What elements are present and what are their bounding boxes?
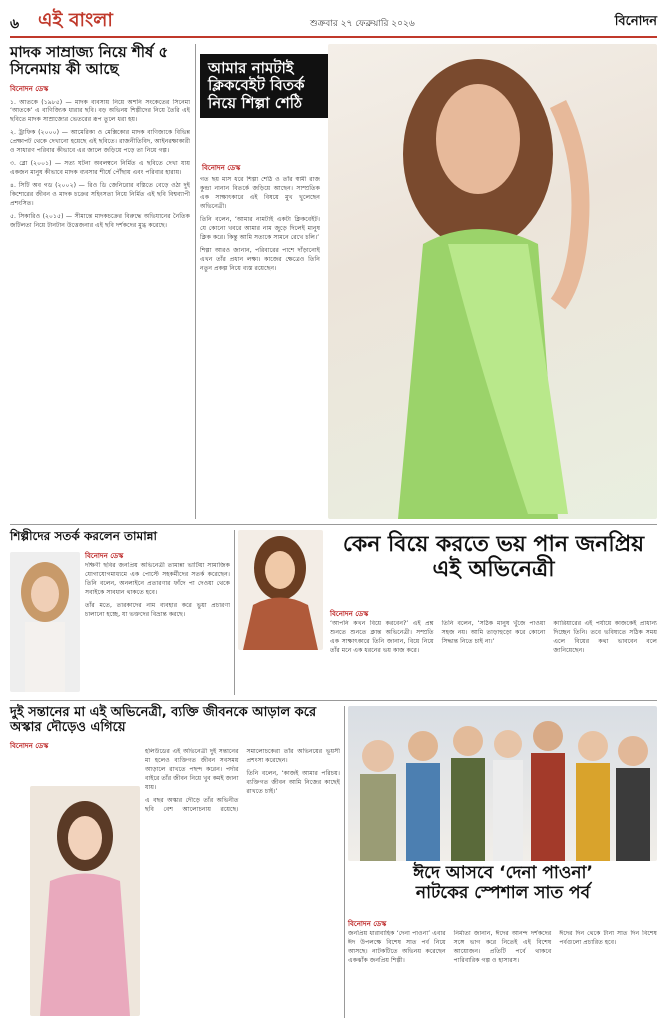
shilpa-photo — [328, 44, 657, 519]
oscar-actress-photo — [30, 786, 140, 1016]
story-tamannaah — [10, 530, 230, 695]
story6-paragraph: ঈদের দিন থেকে টানা সাত দিন বিশেষ পর্বগুলো প্রচারিত হবে। — [559, 930, 657, 946]
story6-headline: ঈদে আসবে ‘দেনা পাওনা’ নাটকের স্পেশাল সাত পর্ব — [413, 863, 593, 903]
story3-body — [85, 562, 230, 692]
story1-paragraph: ২. ট্রাফিক (২০০০) — আমেরিকা ও মেক্সিকোর মাদক বাণিজ্যকে বিভিন্ন প্রেক্ষাপট থেকে দেখানো হয়েছে এই ছবিতে। রাজনীতিবিদ, আইনরক্ষাকারী ও সাধারণ পরিবার কীভাবে এর জালে জড়িয়ে পড়ে তা নিয়ে গল্প। — [10, 129, 190, 155]
story6-paragraph: জনপ্রিয় ধারাবাহিক ‘দেনা পাওনা’ এবার ঈদ উপলক্ষে বিশেষ সাত পর্ব নিয়ে আসছে। নাটকটিতে অভিনয় করেছেন একঝাঁক জনপ্রিয় শিল্পী। — [348, 930, 446, 964]
story3-paragraph: তাঁর মতে, তারকাদের নাম ব্যবহার করে ভুয়া প্রচারণা চালানো হচ্ছে, যা ভক্তদের বিভ্রান্ত করছে। — [85, 601, 230, 618]
story4-paragraph: ‘আপনি কখন বিয়ে করবেন?’ এই প্রশ্ন শুনতে শুনতে ক্লান্ত অভিনেত্রী। সম্প্রতি এক সাক্ষাৎকারে তিনি জানান, বিয়ে নিয়ে তাঁর মনে এক ধরনের ভয় কাজ করে। — [330, 620, 434, 654]
story4-paragraph: ক্যারিয়ারের এই পর্যায়ে কাজকেই প্রাধান্য দিচ্ছেন তিনি। তবে ভবিষ্যতে সঠিক সময় এলে বিয়ের কথা ভাববেন বলে জানিয়েছেন। — [553, 620, 657, 654]
story6-body — [348, 930, 657, 1016]
story1-paragraph: ৩. ব্লো (২০০১) — সত্য ঘটনা অবলম্বনে নির্মিত এ ছবিতে দেখা যায় একজন মানুষ কীভাবে মাদক ব্যবসার শীর্ষে পৌঁছায় এবং পরিবার হারায়। — [10, 160, 190, 177]
cast-photo — [348, 706, 657, 861]
story5-body — [145, 748, 340, 1016]
story-marriage — [238, 530, 657, 695]
tamannaah-photo — [10, 552, 80, 692]
story5-paragraph: হলিউডের এই অভিনেত্রী দুই সন্তানের মা হলেও ব্যক্তিগত জীবন সবসময় আড়ালে রাখতে পছন্দ করেন। পর্দার বাইরে তাঁর জীবন নিয়ে খুব কমই জানা যায়। — [145, 748, 239, 791]
newspaper-logo: এই বাংলা — [38, 9, 113, 31]
story1-byline: বিনোদন ডেস্ক — [10, 84, 49, 93]
tamannaah-illustration — [10, 552, 80, 692]
story5-paragraph: তিনি বলেন, ‘কাজই আমার পরিচয়। ব্যক্তিগত জীবন আমি নিজের কাছেই রাখতে চাই।’ — [246, 769, 340, 795]
story4-paragraph: তিনি বলেন, ‘সঠিক মানুষ খুঁজে পাওয়া সহজ নয়। আমি তাড়াহুড়ো করে কোনো সিদ্ধান্ত নিতে চাই না।’ — [441, 620, 546, 645]
story-drug-films — [10, 44, 190, 519]
cast-illustration — [348, 706, 657, 861]
section-name: বিনোদন — [614, 14, 657, 29]
story-dena-paona — [348, 706, 657, 1018]
horizontal-divider — [10, 524, 657, 525]
story5-headline: দুই সন্তানের মা এই অভিনেত্রী, ব্যক্তি জীবনকে আড়াল করে অস্কার দৌড়েও এগিয়ে — [10, 705, 317, 735]
horizontal-divider — [10, 700, 657, 701]
story3-headline: শিল্পীদের সতর্ক করলেন তামান্না — [10, 529, 157, 543]
story2-paragraph: তিনি বলেন, ‘আমার নামটাই একটা ক্লিকবেইট। যে কোনো খবরে আমার নাম জুড়ে দিলেই মানুষ ক্লিক করে। কিন্তু আমি সত্যকে সামনে রেখে চলি।’ — [200, 215, 320, 241]
story2-paragraph: শিল্পা আরও জানান, পরিবারের পাশে দাঁড়ানোই এখন তাঁর প্রধান লক্ষ্য। কাজের ক্ষেত্রেও তিনি নতুন প্রকল্প নিয়ে ব্যস্ত রয়েছেন। — [200, 246, 320, 272]
story3-byline: বিনোদন ডেস্ক — [85, 552, 124, 560]
actress-photo — [238, 530, 323, 650]
actress-illustration — [238, 530, 323, 650]
story6-paragraph: নির্মাতা জানান, ঈদের আনন্দ দর্শকদের সঙ্গে ভাগ করে নিতেই এই বিশেষ আয়োজন। প্রতিটি পর্বে থাকবে পারিবারিক গল্প ও হাস্যরস। — [453, 930, 552, 964]
story1-paragraph: ৪. সিটি অব গড (২০০২) — রিও ডি জেনিরোর বস্তিতে বেড়ে ওঠা দুই কিশোরের জীবন ও মাদক চক্রের সহিংসতা নিয়ে নির্মিত এই ছবি বিশ্বব্যাপী প্রশংসিত। — [10, 182, 190, 208]
story4-body — [330, 620, 657, 692]
story5-byline: বিনোদন ডেস্ক — [10, 741, 49, 750]
story2-body — [200, 176, 320, 516]
story2-headline: আমার নামটাই ক্লিকবেইট বিতর্ক নিয়ে শিল্পা শেঠি — [200, 54, 334, 118]
oscar-actress-illustration — [30, 786, 140, 1016]
story-shilpa — [200, 44, 657, 519]
story4-headline: কেন বিয়ে করতে ভয় পান জনপ্রিয় এই অভিনেত্রী — [342, 532, 645, 583]
story2-byline: বিনোদন ডেস্ক — [202, 164, 241, 172]
story3-paragraph: দক্ষিণী ছবির জনপ্রিয় অভিনেত্রী তামান্না ভাটিয়া সামাজিক যোগাযোগমাধ্যমে এক পোস্টে সহকর্মীদের সতর্ক করেছেন। তিনি বলেন, অনলাইনে প্রতারণার ফাঁদে পা দেওয়া থেকে সবাইকে সাবধান থাকতে হবে। — [85, 562, 230, 596]
story1-paragraph: ১. আতকে (১৯৮৫) — মাদক ব্যবসায় নিয়ে অশনি সংকেতের সিনেমা ‘আতকে’ এ বাণিজ্যিক ধারার ছবি। বড় অভিনয় শিল্পীদের নিয়ে তৈরি এই ছবিতে মাদক সাম্রাজ্যের ভেতরের রূপ তুলে ধরা হয়। — [10, 98, 190, 124]
story1-body — [10, 99, 190, 509]
issue-date: শুক্রবার ২৭ ফেব্রুয়ারি ২০২৬ — [310, 19, 415, 29]
story1-paragraph: ৫. সিকারিও (২০১৫) — সীমান্তে মাদকচক্রের বিরুদ্ধে অভিযানের নৈতিক জটিলতা নিয়ে টানটান উত্তেজনার এই ছবি দর্শকদের মুগ্ধ করেছে। — [10, 213, 190, 230]
story1-headline: মাদক সাম্রাজ্য নিয়ে শীর্ষ ৫ সিনেমায় কী আছে — [10, 43, 169, 79]
column-divider — [195, 44, 196, 519]
page-number: ৬ — [10, 16, 20, 32]
story4-byline: বিনোদন ডেস্ক — [330, 610, 369, 618]
story5-paragraph: এ বছর অস্কার দৌড়ে তাঁর অভিনীত ছবি বেশ আলোচনায় রয়েছে। সমালোচকেরা তাঁর অভিনয়ের ভূয়সী প্রশংসা করেছেন। — [145, 748, 340, 813]
column-divider — [344, 706, 345, 1018]
shilpa-illustration — [328, 44, 657, 519]
column-divider — [234, 530, 235, 695]
page-header — [10, 6, 657, 38]
story2-paragraph: গত ছয় মাস ধরে শিল্পা শেঠি ও তাঁর স্বামী রাজ কুন্দ্রা নানান বিতর্কে জড়িয়ে আছেন। সাম্প্রতিক এক সাক্ষাৎকারে এই বিষয়ে মুখ খুলেছেন অভিনেত্রী। — [200, 176, 320, 210]
story-oscar-actress — [10, 706, 340, 1018]
story6-byline: বিনোদন ডেস্ক — [348, 920, 387, 928]
